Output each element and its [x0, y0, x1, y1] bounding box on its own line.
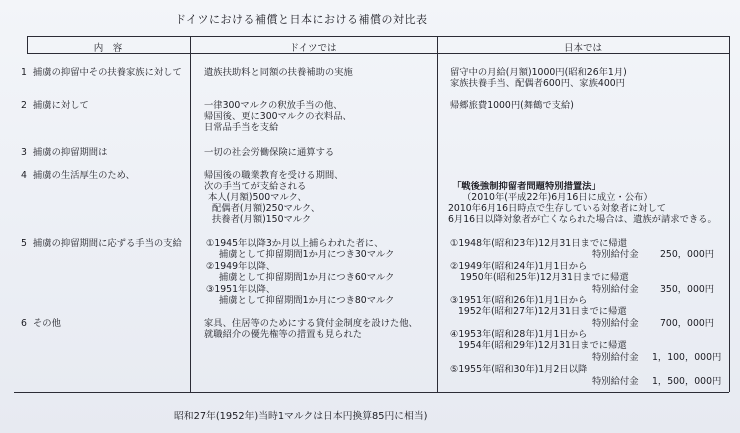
japan-text: （2010年(平成22年)6月16日に成立・公布）: [462, 192, 653, 203]
japan-text: 1952年(昭和27年)12月31日までに帰還: [458, 306, 627, 317]
row-item: その他: [33, 318, 61, 329]
germany-text: ③1951年以降、: [206, 284, 276, 295]
japan-text: 家族扶養手当、配偶者600円、家族400円: [450, 78, 625, 89]
footer-note: 昭和27年(1952年)当時1マルクは日本円換算85円に相当): [174, 411, 428, 422]
row-item: 捕虜の抑留期間に応ずる手当の支給: [33, 238, 182, 249]
japan-text: 特別給付金: [592, 249, 639, 260]
japan-text: 1，500，000円: [652, 376, 722, 387]
germany-text: 遺族扶助料と同額の扶養補助の実施: [204, 67, 353, 78]
table-right-border: [729, 36, 730, 392]
japan-law-title: 「戦後強制抑留者問題特別措置法」: [452, 181, 601, 192]
column-divider-1: [190, 36, 191, 392]
germany-text: 帰国後、更に300マルクの衣料品、: [204, 111, 352, 122]
japan-text: 特別給付金: [592, 376, 639, 387]
germany-text: 家具、住居等のためにする貸付金制度を設けた他、: [204, 318, 418, 329]
row-number: 2: [21, 100, 27, 111]
japan-text: 250，000円: [660, 249, 715, 260]
japan-text: 350，000円: [660, 284, 715, 295]
germany-text: 本人(月額)500マルク、: [208, 192, 307, 203]
row-number: 4: [21, 170, 27, 181]
japan-text: 700，000円: [660, 318, 715, 329]
row-number: 1: [21, 67, 27, 78]
germany-text: 捕虜として抑留期間1か月につき30マルク: [219, 249, 395, 260]
japan-text: 1954年(昭和29年)12月31日までに帰還: [458, 340, 627, 351]
germany-text: 捕虜として抑留期間1か月につき80マルク: [219, 295, 395, 306]
japan-text: 1，100，000円: [652, 352, 722, 363]
row-number: 5: [21, 238, 27, 249]
row-number: 3: [21, 147, 27, 158]
germany-text: ②1949年以降、: [206, 261, 276, 272]
germany-text: 帰国後の職業教育を受ける期間、: [204, 170, 344, 181]
germany-text: 一律300マルクの釈放手当の他、: [204, 100, 343, 111]
germany-text: 扶養者(月額)150マルク: [212, 214, 312, 225]
column-divider-2: [437, 36, 438, 392]
document-title: ドイツにおける補償と日本における補償の対比表: [175, 13, 428, 26]
japan-text: 帰郷旅費1000円(舞鶴で支給): [450, 100, 574, 111]
germany-text: ①1945年以降3か月以上捕らわれた者に、: [206, 238, 384, 249]
japan-text: ③1951年(昭和26年)1月1日から: [450, 295, 588, 306]
japan-text: ⑤1955年(昭和30年)1月2日以降: [450, 364, 588, 375]
japan-text: 特別給付金: [592, 352, 639, 363]
content-column: [14, 0, 190, 433]
header-japan: 日本では: [563, 43, 603, 54]
header-germany: ドイツでは: [289, 43, 337, 54]
japan-text: 6月16日以降対象者が亡くなられた場合は、遺族が請求できる。: [448, 214, 717, 225]
germany-text: 就職紹介の優先権等の措置も見られた: [204, 329, 363, 340]
japan-text: ④1953年(昭和28年)1月1日から: [450, 329, 588, 340]
japan-text: 特別給付金: [592, 318, 639, 329]
row-item: 捕虜に対して: [33, 100, 89, 111]
japan-text: 留守中の月給(月額)1000円(昭和26年1月): [450, 67, 627, 78]
row-item: 捕虜の生活厚生のため、: [33, 170, 135, 181]
row-number: 6: [21, 318, 27, 329]
row-item: 捕虜の抑留期間は: [33, 147, 108, 158]
germany-text: 一切の社会労働保険に通算する: [204, 147, 335, 158]
germany-text: 配偶者(月額)250マルク、: [212, 203, 321, 214]
germany-text: 捕虜として抑留期間1か月につき60マルク: [219, 272, 395, 283]
header-content: 内 容: [93, 43, 123, 54]
germany-text: 次の手当てが支給される: [204, 181, 307, 192]
japan-text: ②1949年(昭和24年)1月1日から: [450, 261, 588, 272]
row-item: 捕虜の抑留中その扶養家族に対して: [33, 67, 182, 78]
japan-text: 1950年(昭和25年)12月31日までに帰還: [460, 272, 629, 283]
germany-text: 日常品手当を支給: [204, 122, 279, 133]
japan-text: ①1948年(昭和23年)12月31日までに帰還: [450, 238, 628, 249]
japan-text: 特別給付金: [592, 284, 639, 295]
japan-text: 2010年6月16日時点で生存している対象者に対して: [448, 203, 667, 214]
